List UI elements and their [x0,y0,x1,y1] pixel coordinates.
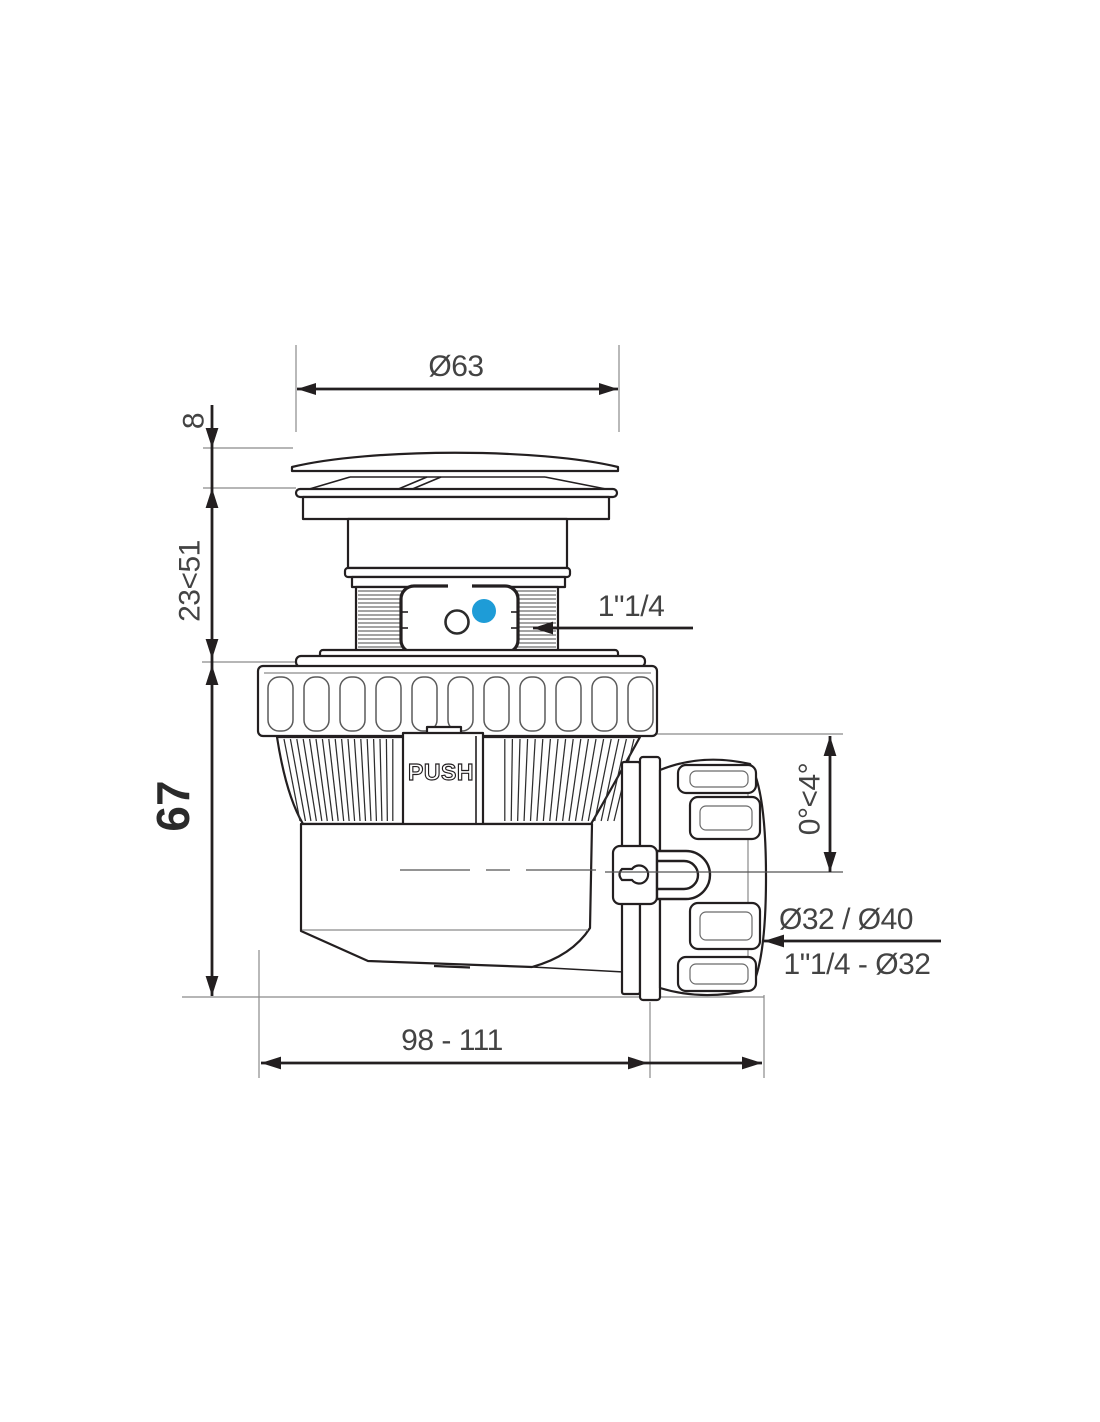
dim-outlet-angle [794,736,837,872]
outlet-adapter-label: 1"1/4 - Ø32 [783,948,931,981]
retaining-clip [401,582,518,657]
outlet-angle-label: 0°<4° [793,762,827,836]
push-button [403,727,483,829]
blue-indicator-dot [472,599,496,623]
overall-length-label: 98 - 111 [401,1024,503,1057]
body-flange [296,650,645,667]
dim-outlet-sizes [764,903,941,981]
dim-left-column [147,405,218,996]
trap-body [301,824,624,972]
height-adjust-label: 23<51 [173,540,207,622]
locking-ring-nut [258,666,657,736]
pop-up-cap [292,453,618,490]
thread-size-label: 1"1/4 [597,590,665,623]
pop-up-stem [296,489,617,587]
u-clip [657,851,710,899]
clip-hole [446,611,469,634]
clip-top-notch [448,582,472,590]
outlet-assembly [613,757,766,1000]
dim-cap-diameter [297,350,618,395]
outlet-diameters-label: Ø32 / Ø40 [779,903,913,936]
body-height-label: 67 [147,780,199,832]
drain-device [258,453,843,1000]
cap-height-label: 8 [177,412,211,430]
dim-overall-length [261,1024,762,1069]
push-button-label: PUSH [408,759,474,785]
cap-diameter-label: Ø63 [428,350,484,383]
keyhole-icon [620,866,649,884]
